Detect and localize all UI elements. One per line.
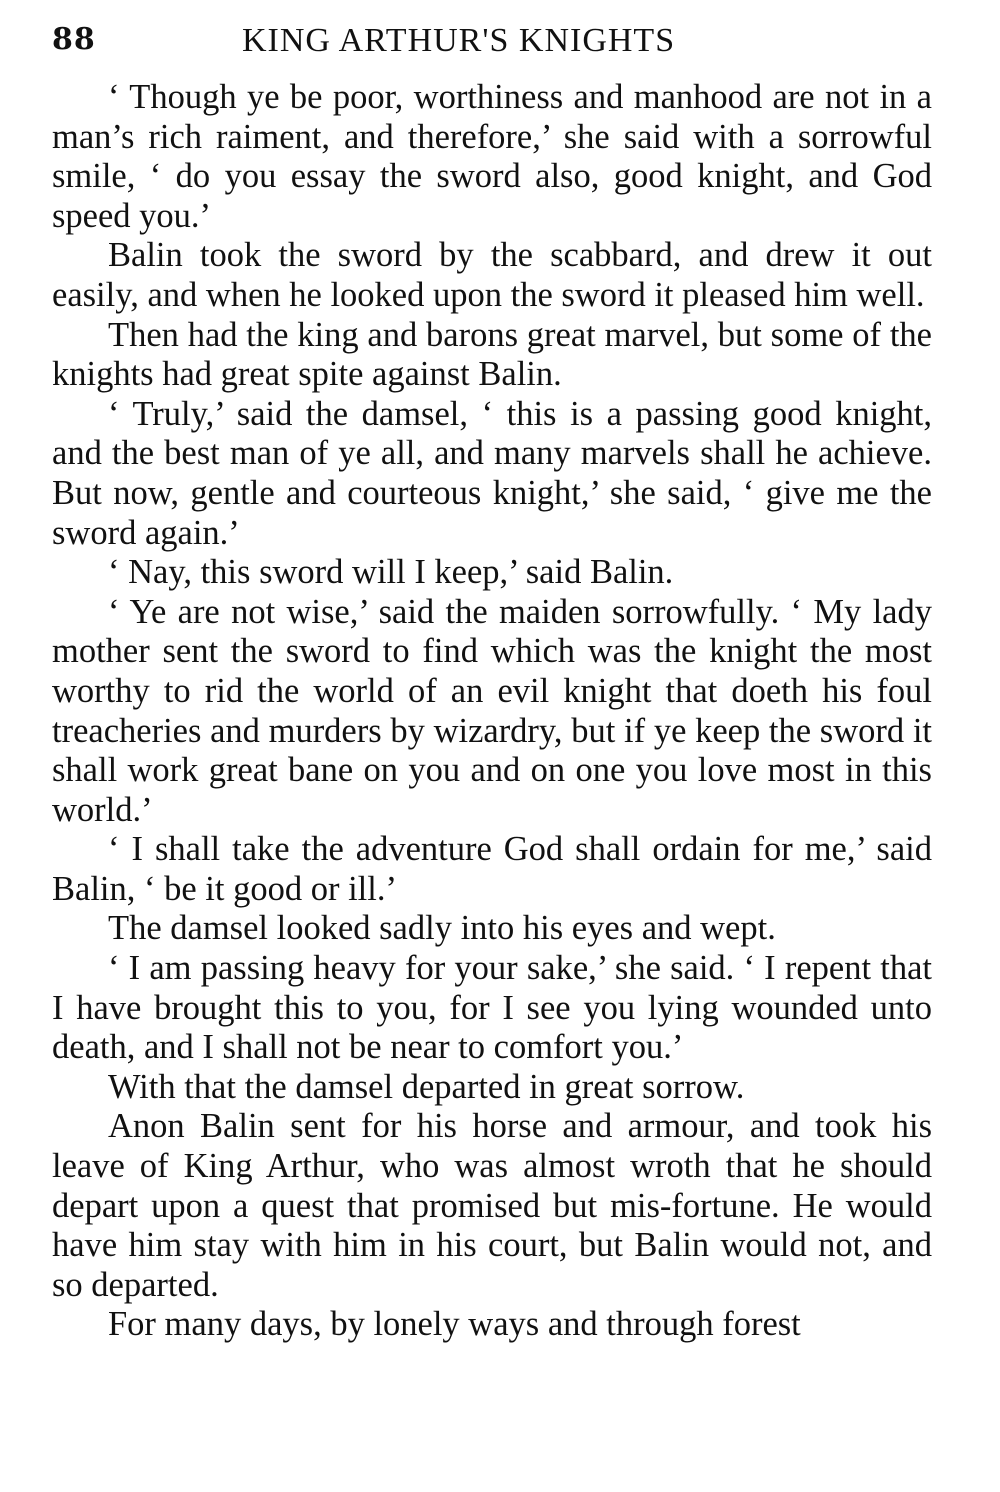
paragraph: Balin took the sword by the scabbard, and drew it out easily, and when he looked upon the sword it pleased him well. xyxy=(52,236,932,314)
paragraph: For many days, by lonely ways and through forest xyxy=(108,1305,801,1344)
paragraph: With that the damsel departed in great sorrow. xyxy=(108,1067,745,1106)
body-text xyxy=(52,78,932,1345)
running-title: KING ARTHUR'S KNIGHTS xyxy=(242,22,676,59)
paragraph: ‘ Nay, this sword will I keep,’ said Balin. xyxy=(108,553,674,592)
paragraph: Anon Balin sent for his horse and armour, and took his leave of King Arthur, who was almost wroth that he should depart upon a quest that promised but mis-fortune. He would have him stay with him in his court, but Balin would not, and so departed. xyxy=(52,1107,932,1304)
paragraph: The damsel looked sadly into his eyes and wept. xyxy=(108,909,776,948)
paragraph: ‘ Though ye be poor, worthiness and manhood are not in a man’s rich raiment, and therefore,’ she said with a sorrowful smile, ‘ do you essay the sword also, good knight, and God speed you.’ xyxy=(52,78,932,235)
paragraph: ‘ I am passing heavy for your sake,’ she said. ‘ I repent that I have brought this to you, for I see you lying wounded unto death, and I shall not be near to comfort you.’ xyxy=(52,949,932,1067)
page-number: 88 xyxy=(52,22,96,57)
paragraph: ‘ Truly,’ said the damsel, ‘ this is a passing good knight, and the best man of ye all, and many marvels shall he achieve. But now, gentle and courteous knight,’ she said, ‘ give me the sword again.’ xyxy=(52,394,932,552)
page-header xyxy=(52,18,932,62)
paragraph: ‘ I shall take the adventure God shall ordain for me,’ said Balin, ‘ be it good or ill.’ xyxy=(52,830,932,908)
paragraph: ‘ Ye are not wise,’ said the maiden sorrowfully. ‘ My lady mother sent the sword to find which was the knight the most worthy to rid the world of an evil knight that doeth his foul treacheries and murders by wizardry, but if ye keep the sword it shall work great bane on you and on one you love most in this world.’ xyxy=(52,592,932,829)
paragraph: Then had the king and barons great marvel, but some of the knights had great spite against Balin. xyxy=(52,315,932,394)
